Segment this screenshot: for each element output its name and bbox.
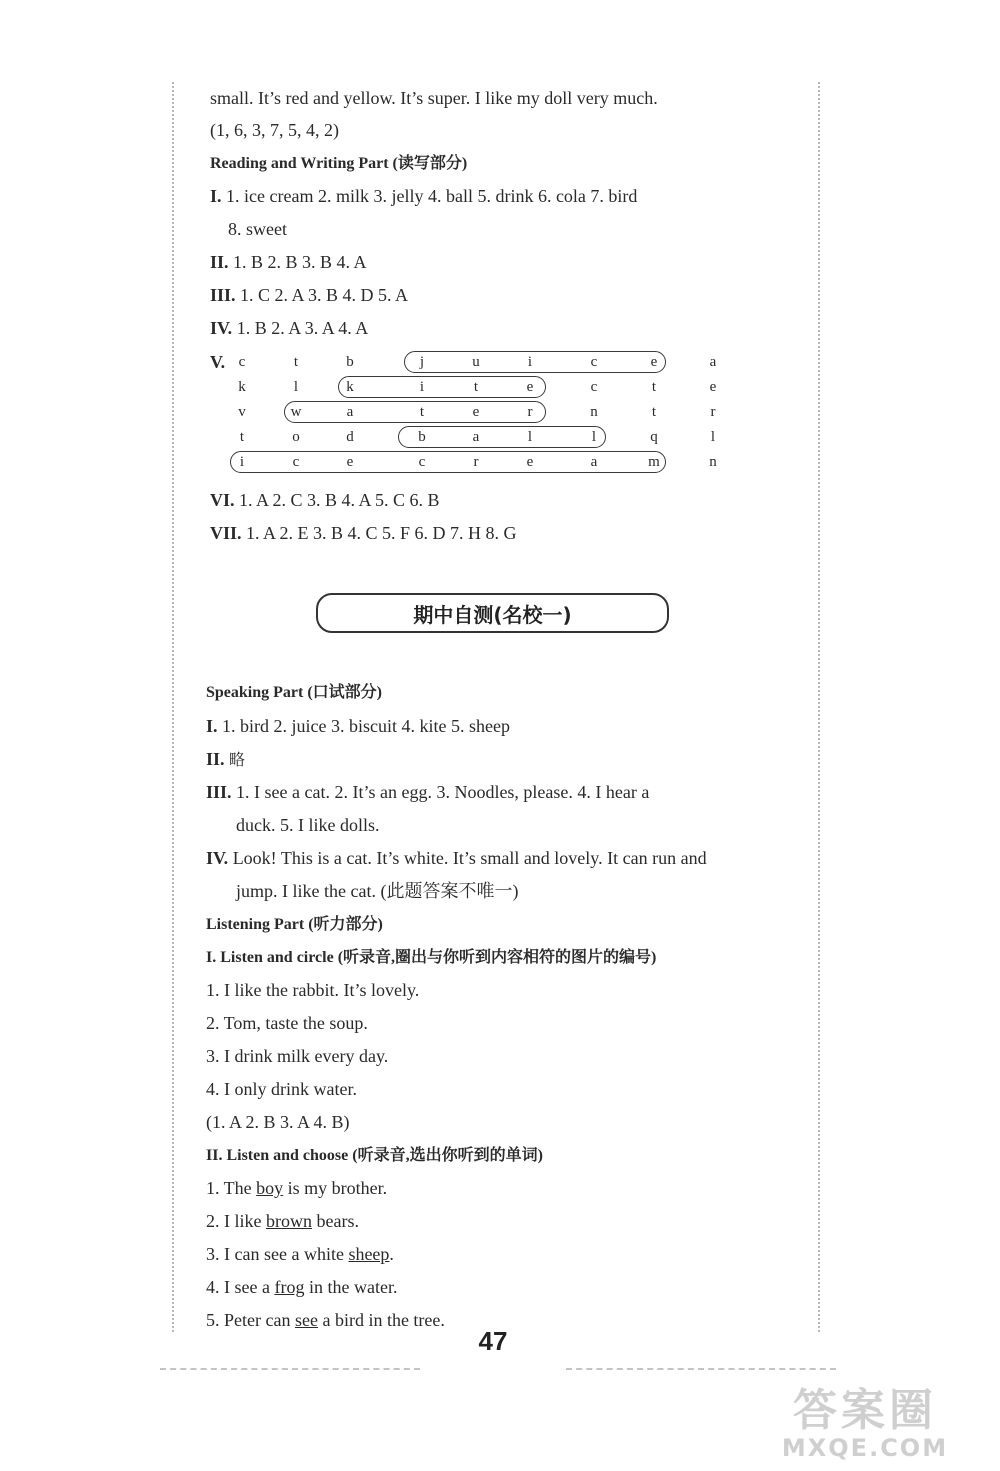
answer-text: 1. A 2. C 3. B 4. A 5. C 6. B (239, 490, 440, 510)
roman-numeral: I. (210, 186, 222, 206)
listening-section-2-heading: II. Listen and choose (听录音,选出你听到的单词) (206, 1147, 543, 1164)
grid-letter: t (651, 404, 657, 420)
underlined-word: sheep (348, 1244, 390, 1264)
footer-rule-left (160, 1368, 420, 1370)
grid-letter: e (709, 379, 717, 395)
listening-line (206, 1275, 397, 1299)
answer-row-2 (210, 250, 367, 274)
grid-letter: k (346, 379, 354, 395)
listening-line (206, 1308, 445, 1332)
answer-row-6 (210, 488, 440, 512)
sentence-end: in the water. (304, 1277, 398, 1297)
answer-row-1-cont: 8. sweet (228, 219, 287, 239)
grid-letter: b (346, 354, 354, 370)
grid-letter: q (650, 429, 658, 445)
roman-numeral: IV. (206, 848, 229, 868)
left-dotted-margin (172, 82, 174, 1332)
grid-letter: e (346, 454, 354, 470)
speaking-heading: Speaking Part (口试部分) (206, 684, 383, 701)
roman-numeral: VII. (210, 523, 242, 543)
sentence-end: . (389, 1244, 394, 1264)
grid-letter: t (473, 379, 479, 395)
grid-letter: l (710, 429, 716, 445)
listening-line: 3. I drink milk every day. (206, 1046, 389, 1066)
speaking-row-3 (206, 780, 649, 804)
grid-letter: t (419, 404, 425, 420)
listening-line: 1. I like the rabbit. It’s lovely. (206, 980, 420, 1000)
grid-letter: r (710, 404, 716, 420)
reading-writing-heading: Reading and Writing Part (读写部分) (210, 155, 468, 172)
grid-letter: j (419, 354, 425, 370)
underlined-word: frog (274, 1277, 305, 1297)
grid-letter: i (527, 354, 533, 370)
sentence-end: bears. (312, 1211, 359, 1231)
answer-text: 1. B 2. A 3. A 4. A (236, 318, 369, 338)
grid-letter: a (346, 404, 354, 420)
grid-letter: e (526, 454, 534, 470)
grid-letter: i (239, 454, 245, 470)
grid-letter: c (292, 454, 300, 470)
grid-letter: c (590, 379, 598, 395)
grid-letter: a (590, 454, 598, 470)
right-dotted-margin (818, 82, 820, 1332)
circled-word-kite (338, 376, 546, 398)
grid-letter: e (526, 379, 534, 395)
grid-letter: m (648, 454, 660, 470)
sentence-end: a bird in the tree. (317, 1310, 445, 1330)
answer-text: 1. bird 2. juice 3. biscuit 4. kite 5. sheep (222, 716, 510, 736)
roman-numeral: I. (206, 716, 218, 736)
listening-line: 4. I only drink water. (206, 1079, 357, 1099)
grid-letter: l (591, 429, 597, 445)
grid-letter: v (238, 404, 246, 420)
grid-letter: n (709, 454, 717, 470)
grid-letter: r (473, 454, 479, 470)
grid-letter: t (239, 429, 245, 445)
grid-letter: e (472, 404, 480, 420)
grid-letter: a (709, 354, 717, 370)
grid-letter: r (527, 404, 533, 420)
listening-line (206, 1176, 387, 1200)
grid-letter: n (590, 404, 598, 420)
answer-text: 1. I see a cat. 2. It’s an egg. 3. Noodles, please. 4. I hear a (236, 782, 650, 802)
answer-text: 1. A 2. E 3. B 4. C 5. F 6. D 7. H 8. G (246, 523, 517, 543)
watermark-main: 答案圈 (793, 1385, 937, 1436)
roman-numeral: V. (210, 352, 226, 372)
grid-letter: l (293, 379, 299, 395)
sentence-start: 5. Peter can (206, 1310, 295, 1330)
section-title: 期中自测(名校一) (316, 593, 669, 633)
speaking-row-2 (206, 747, 245, 772)
listening-line: 2. Tom, taste the soup. (206, 1013, 368, 1033)
listening-answers: (1. A 2. B 3. A 4. B) (206, 1112, 350, 1132)
answer-text: 略 (229, 750, 246, 769)
grid-letter: t (651, 379, 657, 395)
grid-letter: t (293, 354, 299, 370)
page-number: 47 (478, 1326, 508, 1356)
roman-numeral: II. (206, 749, 225, 769)
speaking-row-3-cont: duck. 5. I like dolls. (236, 815, 380, 835)
roman-numeral: VI. (210, 490, 235, 510)
answer-row-4 (210, 316, 368, 340)
listening-line (206, 1242, 394, 1266)
answer-text: 1. C 2. A 3. B 4. D 5. A (240, 285, 409, 305)
listening-line (206, 1209, 359, 1233)
grid-letter: w (290, 404, 302, 420)
grid-letter: e (650, 354, 658, 370)
sentence-start: 3. I can see a white (206, 1244, 349, 1264)
speaking-row-4-cont: jump. I like the cat. (此题答案不唯一) (236, 881, 519, 901)
answer-row-1 (210, 184, 637, 208)
grid-letter: u (472, 354, 480, 370)
listening-heading: Listening Part (听力部分) (206, 916, 383, 933)
grid-letter: d (346, 429, 354, 445)
underlined-word: boy (256, 1178, 284, 1198)
grid-letter: o (292, 429, 300, 445)
roman-numeral: II. (210, 252, 229, 272)
sentence-start: 2. I like (206, 1211, 266, 1231)
answer-row-3 (210, 283, 408, 307)
roman-numeral: III. (206, 782, 232, 802)
grid-letter: b (418, 429, 426, 445)
grid-letter: l (527, 429, 533, 445)
underlined-word: brown (266, 1211, 312, 1231)
footer-rule-right (566, 1368, 836, 1370)
grid-letter: k (238, 379, 246, 395)
sentence-start: 4. I see a (206, 1277, 275, 1297)
grid-letter: a (472, 429, 480, 445)
roman-numeral: III. (210, 285, 236, 305)
sentence-end: is my brother. (283, 1178, 388, 1198)
underlined-word: see (294, 1310, 318, 1330)
grid-letter: c (238, 354, 246, 370)
answer-text: 1. B 2. B 3. B 4. A (233, 252, 367, 272)
grid-letter: i (419, 379, 425, 395)
answer-order: (1, 6, 3, 7, 5, 4, 2) (210, 120, 339, 140)
watermark-logo (740, 1385, 990, 1464)
answer-text: Look! This is a cat. It’s white. It’s small and lovely. It can run and (232, 848, 707, 868)
answer-text: 1. ice cream 2. milk 3. jelly 4. ball 5. drink 6. cola 7. bird (226, 186, 638, 206)
listening-section-1-heading: I. Listen and circle (听录音,圈出与你听到内容相符的图片的编号) (206, 949, 657, 966)
grid-letter: c (418, 454, 426, 470)
watermark-sub: MXQE.COM (781, 1434, 949, 1462)
roman-numeral: IV. (210, 318, 233, 338)
speaking-row-1 (206, 714, 510, 738)
sentence-start: 1. The (206, 1178, 257, 1198)
answer-row-7 (210, 521, 517, 545)
speaking-row-4 (206, 846, 707, 870)
grid-letter: c (590, 354, 598, 370)
text-line: small. It’s red and yellow. It’s super. I like my doll very much. (210, 88, 658, 108)
